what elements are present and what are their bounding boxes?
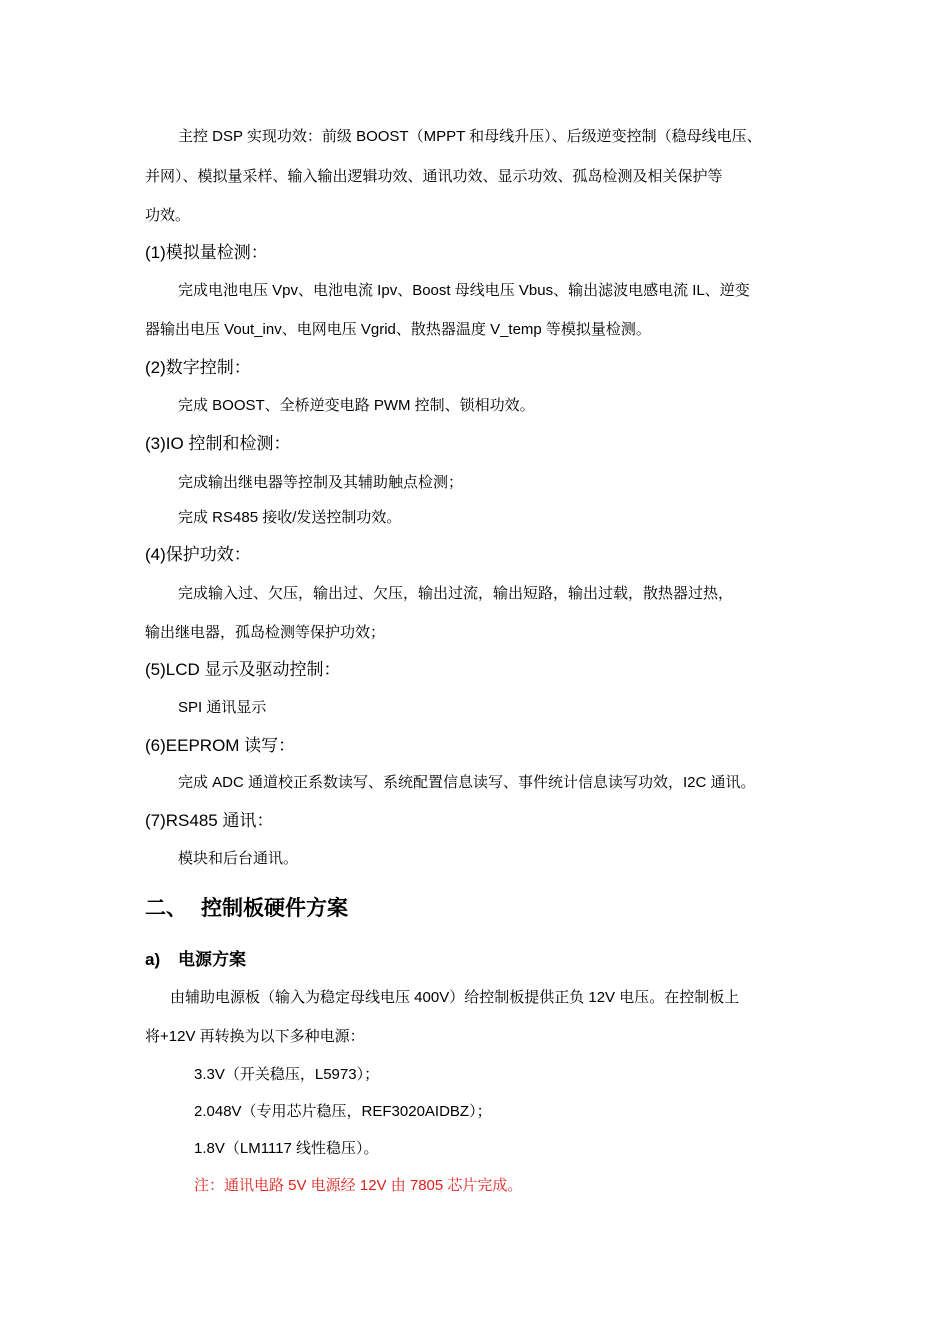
section-protection-line-1: 完成输入过、欠压，输出过、欠压，输出过流，输出短路，输出过载，散热器过热， (178, 585, 734, 602)
intro-line-3: 功效。 (145, 207, 191, 224)
section-io-line-2: 完成 RS485 接收/发送控制功效。 (178, 509, 402, 526)
section-heading-eeprom: (6)EEPROM 读写： (145, 736, 296, 755)
section-heading-protection: (4)保护功效： (145, 545, 251, 564)
section-lcd-line-1: SPI 通讯显示 (178, 699, 267, 716)
power-line-2: 将+12V 再转换为以下多种电源： (145, 1028, 365, 1045)
chapter-number: 二、 (145, 897, 187, 920)
power-item: 3.3V（开关稳压，L5973）； (194, 1066, 380, 1083)
section-heading-digital: (2)数字控制： (145, 358, 251, 377)
section-digital-line-1: 完成 BOOST、全桥逆变电路 PWM 控制、锁相功效。 (178, 397, 535, 414)
intro-line-2: 并网）、模拟量采样、输入输出逻辑功效、通讯功效、显示功效、孤岛检测及相关保护等 (145, 168, 723, 185)
subsection-title: 电源方案 (178, 950, 246, 969)
section-io-line-1: 完成输出继电器等控制及其辅助触点检测； (178, 474, 464, 491)
section-analog-line-2: 器输出电压 Vout_inv、电网电压 Vgrid、散热器温度 V_temp 等模拟量检测。 (145, 321, 651, 338)
section-heading-analog: (1)模拟量检测： (145, 243, 268, 262)
subsection-label: a) (145, 950, 161, 969)
section-heading-io: (3)IO 控制和检测： (145, 434, 291, 453)
section-analog-line-1: 完成电池电压 Vpv、电池电流 Ipv、Boost 母线电压 Vbus、输出滤波电感电流 IL、逆变 (178, 282, 750, 299)
power-item: 1.8V（LM1117 线性稳压）。 (194, 1140, 379, 1157)
power-item: 2.048V（专用芯片稳压，REF3020AIDBZ）； (194, 1103, 492, 1120)
section-heading-lcd: (5)LCD 显示及驱动控制： (145, 660, 341, 679)
intro-line-1: 主控 DSP 实现功效：前级 BOOST（MPPT 和母线升压）、后级逆变控制（稳母线电压、 (178, 128, 762, 145)
section-heading-rs485: (7)RS485 通讯： (145, 811, 274, 830)
chapter-title: 控制板硬件方案 (201, 897, 348, 920)
power-line-1: 由辅助电源板（输入为稳定母线电压 400V）给控制板提供正负 12V 电压。在控制板上 (170, 989, 740, 1006)
section-protection-line-2: 输出继电器，孤岛检测等保护功效； (145, 624, 386, 641)
section-eeprom-line-1: 完成 ADC 通道校正系数读写、系统配置信息读写、事件统计信息读写功效，I2C 通讯。 (178, 774, 756, 791)
power-note: 注：通讯电路 5V 电源经 12V 由 7805 芯片完成。 (194, 1177, 523, 1194)
section-rs485-line-1: 模块和后台通讯。 (178, 850, 299, 867)
